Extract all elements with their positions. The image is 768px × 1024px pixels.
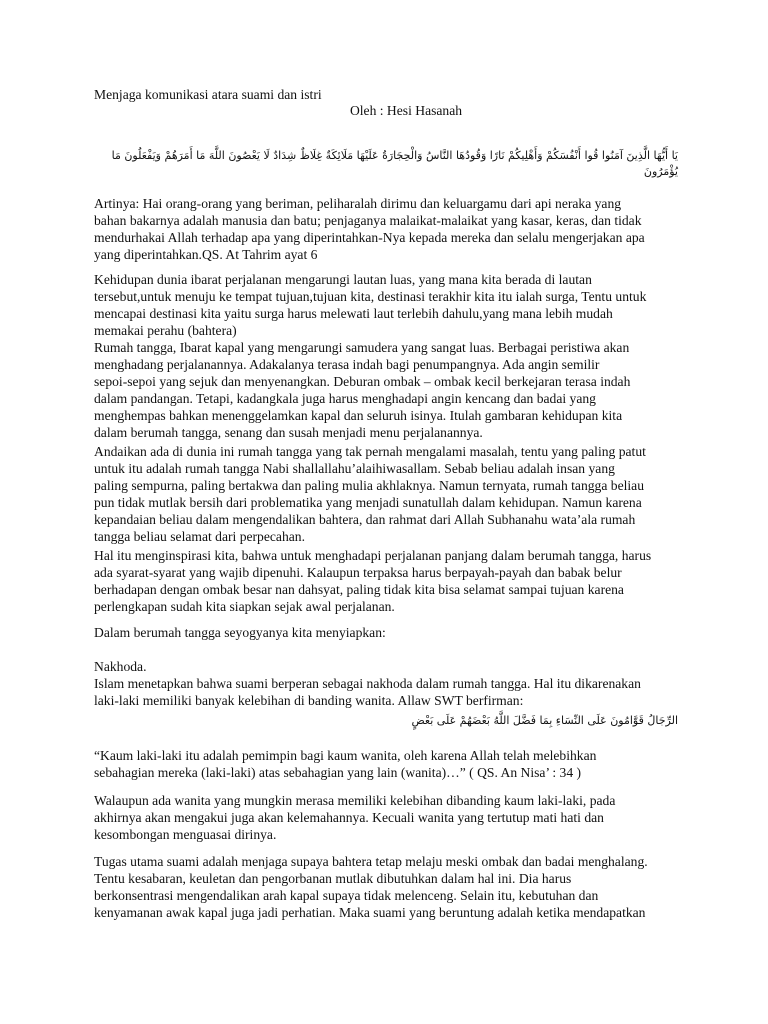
section-heading-nakhoda: Nakhoda. xyxy=(94,659,147,674)
paragraph-dalam-berumah-tangga xyxy=(94,624,678,641)
text-line: Dalam berumah tangga seyogyanya kita menyiapkan: xyxy=(94,625,386,640)
text-line: “Kaum laki-laki itu adalah pemimpin bagi kaum wanita, oleh karena Allah telah melebihkan xyxy=(94,748,597,763)
text-line: Artinya: Hai orang-orang yang beriman, peliharalah dirimu dan keluargamu dari api neraka yang xyxy=(94,196,622,211)
text-line: tersebut,untuk menuju ke tempat tujuan,tujuan kita, destinasi terakhir kita itu ialah surga, Tentu untuk xyxy=(94,289,647,304)
paragraph-andaikan xyxy=(94,443,678,545)
author-line: Oleh : Hesi Hasanah xyxy=(349,103,463,118)
text-line: akhirnya akan mengakui juga akan kelemahannya. Kecuali wanita yang tertutup mati hati dan xyxy=(94,810,604,825)
title-text: Menjaga komunikasi atara suami dan istri xyxy=(94,87,322,102)
text-line: Hal itu menginspirasi kita, bahwa untuk menghadapi perjalanan panjang dalam berumah tangga, harus xyxy=(94,548,652,563)
text-line: berhadapan dengan ombak besar nan dahsyat, paling tidak kita bisa selamat sampai tujuan karena xyxy=(94,582,624,597)
text-line: menghempas bahkan menenggelamkan kapal dan seluruh isinya. Itulah gambaran kehidupan kita xyxy=(94,408,623,423)
text-line: menghadang perjalanannya. Adakalanya terasa indah bagi penumpangnya. Ada angin semilir xyxy=(94,357,600,372)
text-line: Tentu kesabaran, keuletan dan pengorbanan mutlak dibutuhkan dalam hal ini. Dia harus xyxy=(94,871,572,886)
quran-verse-tahrim: يَا أَيُّهَا الَّذِينَ آمَنُوا قُوا أَنْفُسَكُمْ وَأَهْلِيكُمْ نَارًا وَقُودُهَا النَّاسُ وَالْحِجَارَةُ عَلَيْهَا مَلَائِكَةٌ غِلَاظٌ شِدَادٌ لَا يَعْصُونَ اللَّهَ مَا أَمَرَهُمْ وَيَفْعَلُونَ مَا يُؤْمَرُونَ xyxy=(111,149,678,178)
text-line: dalam berumah tangga, senang dan susah menjadi menu perjalanannya. xyxy=(94,425,483,440)
text-line: dalam pandangan. Tetapi, kadangkala juga harus menghadapi angin kencang dan badai yang xyxy=(94,391,596,406)
text-line: mencapai destinasi kita yaitu surga harus melewati laut terlebih dahulu,yang mana lebih mudah xyxy=(94,306,613,321)
text-line: mendurhakai Allah terhadap apa yang diperintahkan-Nya kepada mereka dan selalu mengerjakan apa xyxy=(94,230,645,245)
text-line: tangga beliau selamat dari perpecahan. xyxy=(94,529,305,544)
text-line: Kehidupan dunia ibarat perjalanan mengarungi lautan luas, yang mana kita berada di lautan xyxy=(94,272,592,287)
text-line: Rumah tangga, Ibarat kapal yang mengarungi samudera yang sangat luas. Berbagai peristiwa akan xyxy=(94,340,630,355)
text-line: Walaupun ada wanita yang mungkin merasa memiliki kelebihan dibanding kaum laki-laki, pada xyxy=(94,793,616,808)
document-title xyxy=(94,86,678,103)
paragraph-kaum-laki-laki xyxy=(94,747,678,781)
text-line: yang diperintahkan.QS. At Tahrim ayat 6 xyxy=(94,247,318,262)
text-line: Tugas utama suami adalah menjaga supaya bahtera tetap melaju meski ombak dan badai menghalang. xyxy=(94,854,648,869)
text-line: kesombongan menguasai dirinya. xyxy=(94,827,277,842)
text-line: Andaikan ada di dunia ini rumah tangga yang tak pernah mengalami masalah, tentu yang paling patut xyxy=(94,444,646,459)
text-line: bahan bakarnya adalah manusia dan batu; penjaganya malaikat-malaikat yang kasar, keras, dan tidak xyxy=(94,213,642,228)
paragraph-artinya xyxy=(94,195,678,263)
text-line: kenyamanan awak kapal juga jadi perhatian. Maka suami yang beruntung adalah ketika mendapatkan xyxy=(94,905,646,920)
text-line: pun tidak mutlak bersih dari problematika yang menjadi sunatullah dalam kehidupan. Namun karena xyxy=(94,495,642,510)
text-line: sepoi-sepoi yang sejuk dan menyenangkan. Deburan ombak – ombak kecil berkejaran terasa indah xyxy=(94,374,631,389)
text-line: paling sempurna, paling bertakwa dan paling mulia akhlaknya. Namun ternyata, rumah tangga beliau xyxy=(94,478,644,493)
quran-verse-nisa: الرِّجَالُ قَوَّامُونَ عَلَى النِّسَاءِ بِمَا فَضَّلَ اللَّهُ بَعْضَهُمْ عَلَى بَعْضٍ xyxy=(411,714,678,727)
text-line: ada syarat-syarat yang wajib dipenuhi. Kalaupun terpaksa harus berpayah-payah dan babak belur xyxy=(94,565,622,580)
text-line: laki-laki memiliki banyak kelebihan di banding wanita. Allaw SWT berfirman: xyxy=(94,693,524,708)
text-line: Islam menetapkan bahwa suami berperan sebagai nakhoda dalam rumah tangga. Hal itu dikarenakan xyxy=(94,676,641,691)
paragraph-walaupun xyxy=(94,792,678,843)
paragraph-nakhoda xyxy=(94,658,678,709)
paragraph-kehidupan xyxy=(94,271,678,441)
text-line: berkonsentrasi mengendalikan arah kapal supaya tidak melenceng. Selain itu, kebutuhan dan xyxy=(94,888,599,903)
text-line: sebahagian mereka (laki-laki) atas sebahagian yang lain (wanita)…” ( QS. An Nisa’ : 34 ) xyxy=(94,765,582,780)
text-line: untuk itu adalah rumah tangga Nabi shallallahu’alaihiwasallam. Sebab beliau adalah insan yang xyxy=(94,461,615,476)
text-line: memakai perahu (bahtera) xyxy=(94,323,237,338)
paragraph-tugas-utama xyxy=(94,853,678,921)
text-line: perlengkapan sudah kita siapkan sejak awal perjalanan. xyxy=(94,599,395,614)
paragraph-hal-itu xyxy=(94,547,678,615)
text-line: kepandaian beliau dalam mengendalikan bahtera, dan rahmat dari Allah Subhanahu wata’ala rumah xyxy=(94,512,636,527)
